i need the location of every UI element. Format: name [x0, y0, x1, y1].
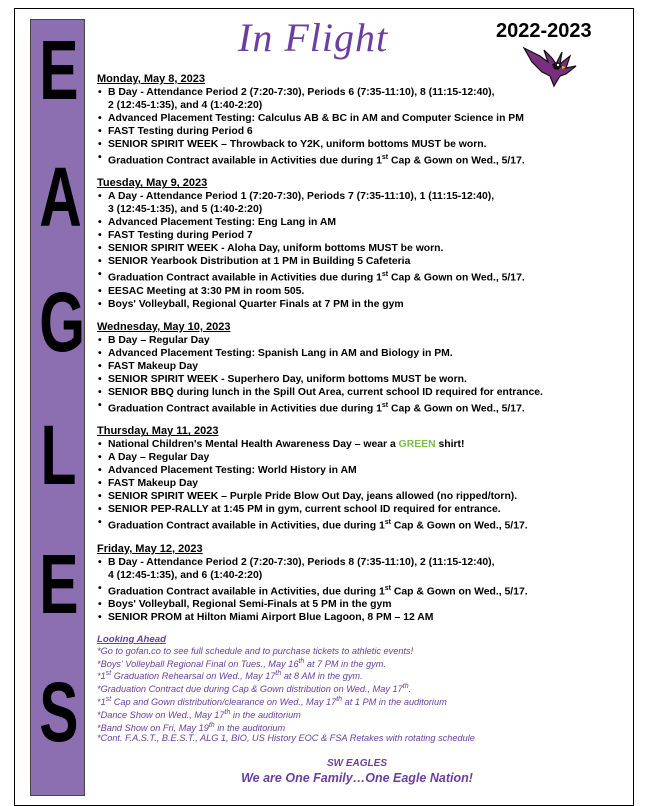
day-items [97, 190, 617, 310]
ahead-text: *Boys' Volleyball Regional Final on Tues., May 16 [97, 658, 299, 669]
schedule-item [97, 216, 617, 229]
item-text: SENIOR Yearbook Distribution at 1 PM in Building 5 Cafeteria [108, 256, 411, 268]
sidebar-letter: E [39, 537, 79, 631]
item-text: FAST Makeup Day [108, 360, 199, 372]
item-text: FAST Testing during Period 7 [108, 230, 253, 242]
schedule-item [97, 451, 617, 464]
item-text: Boys' Volleyball, Regional Quarter Finals at 7 PM in the gym [108, 298, 404, 310]
item-text: B Day - Attendance Period 2 (7:20-7:30), Periods 8 (7:35-11:10), 2 (11:15-12:40), [108, 556, 495, 568]
item-text: A Day – Regular Day [108, 452, 210, 464]
ordinal-suffix: th [224, 708, 231, 716]
ahead-text-after: in the auditorium [230, 709, 301, 720]
item-text: Graduation Contract available in Activities due during 1 [108, 272, 382, 284]
schedule-item [97, 151, 617, 167]
item-text-after: Cap & Gown on Wed., 5/17. [388, 403, 525, 415]
schedule-item [97, 477, 617, 490]
ahead-text: *Go to gofan.co to see full schedule and to purchase tickets to athletic events! [97, 646, 414, 656]
day-items [97, 86, 617, 167]
item-text: Boys' Volleyball, Regional Semi-Finals at 5 PM in the gym [108, 599, 392, 611]
item-text: Graduation Contract available in Activities due during 1 [108, 403, 382, 415]
looking-ahead-heading: Looking Ahead [97, 634, 166, 645]
schedule-item [97, 347, 617, 360]
item-text-after: Cap & Gown on Wed., 5/17. [391, 520, 528, 532]
day-section [97, 542, 617, 624]
ahead-text-after: in the auditorium [214, 722, 286, 733]
day-section [97, 424, 617, 532]
schedule-item [97, 255, 617, 268]
item-text-after: Cap & Gown on Wed., 5/17. [388, 155, 525, 167]
ahead-text: *Band Show on Fri, May 19 [97, 722, 209, 733]
day-heading: Tuesday, May 9, 2023 [97, 177, 208, 190]
item-text: Advanced Placement Testing: Calculus AB & BC in AM and Computer Science in PM [108, 113, 524, 124]
schedule-item [97, 125, 617, 138]
schedule-item [97, 334, 617, 347]
item-text-after: Cap & Gown on Wed., 5/17. [391, 586, 528, 598]
schedule-item [97, 582, 617, 598]
item-text: National Children's Mental Health Awareness Day – wear a [108, 439, 399, 451]
ordinal-suffix: th [336, 696, 343, 703]
item-text: Graduation Contract available in Activities, due during 1 [108, 520, 385, 532]
item-text-continued: 4 (12:45-1:35), and 6 (1:40-2:20) [108, 569, 263, 581]
schedule-item [97, 229, 617, 242]
item-text: FAST Makeup Day [108, 478, 199, 490]
day-heading: Thursday, May 11, 2023 [97, 425, 219, 438]
schedule-item [97, 386, 617, 399]
ahead-text-after: . [408, 684, 412, 695]
ordinal-suffix: st [381, 401, 389, 409]
ahead-text-after: at 1 PM in the auditorium [342, 697, 447, 708]
schedule-item [97, 285, 617, 298]
day-items [97, 334, 617, 415]
ordinal-suffix: st [381, 154, 389, 161]
schedule-item [97, 86, 617, 112]
ahead-text-after: Graduation Rehearsal on Wed., May 17 [111, 671, 276, 682]
schedule-item [97, 490, 617, 503]
ordinal-suffix: st [384, 584, 391, 592]
item-text: Graduation Contract available in Activities, due during 1 [108, 586, 385, 598]
item-text: Advanced Placement Testing: Spanish Lang in AM and Biology in PM. [108, 347, 453, 359]
schedule-item [97, 516, 617, 532]
ahead-text: *Graduation Contract due during Cap & Gown distribution on Wed., May 17 [97, 684, 403, 695]
ordinal-suffix: st [105, 696, 112, 703]
looking-ahead-line [97, 708, 617, 721]
eagles-sidebar [30, 19, 85, 796]
looking-ahead-line [97, 695, 617, 708]
ahead-text: *Cont. F.A.S.T., B.E.S.T., ALG 1, BIO, US History EOC & FSA Retakes with rotating schedule [97, 733, 475, 744]
schedule-item [97, 503, 617, 516]
ordinal-suffix: th [208, 721, 215, 729]
item-text-continued: 3 (12:45-1:35), and 5 (1:40-2:20) [108, 204, 263, 216]
sidebar-letter: L [40, 408, 77, 502]
schedule-item [97, 556, 617, 582]
sidebar-letter: A [39, 150, 82, 244]
schedule-item [97, 242, 617, 255]
schedule-item [97, 190, 617, 216]
day-heading: Wednesday, May 10, 2023 [97, 320, 231, 333]
item-text: Graduation Contract available in Activities due during 1 [108, 155, 382, 167]
item-text: SENIOR PEP-RALLY at 1:45 PM in gym, current school ID required for entrance. [108, 504, 501, 516]
ahead-text: *Dance Show on Wed., May 17 [97, 709, 225, 720]
school-year: 2022-2023 [496, 20, 592, 42]
looking-ahead-line [97, 682, 617, 695]
looking-ahead-line [97, 733, 617, 744]
ordinal-suffix: th [402, 683, 409, 691]
schedule-item [97, 399, 617, 415]
item-text: B Day – Regular Day [108, 334, 210, 346]
item-text: SENIOR PROM at Hilton Miami Airport Blue Lagoon, 8 PM – 12 AM [108, 612, 434, 624]
ordinal-suffix: st [381, 271, 389, 279]
schedule-item [97, 611, 617, 624]
ahead-text-after: Cap and Gown distribution/clearance on Wed., May 17 [111, 697, 337, 708]
schedule-item [97, 464, 617, 477]
schedule-item [97, 298, 617, 311]
schedule-item [97, 138, 617, 151]
ahead-text-after: at 7 PM in the gym. [304, 658, 386, 669]
sidebar-letter: S [39, 665, 79, 759]
day-section [97, 176, 617, 310]
footer-line-1: SW EAGLES [326, 758, 387, 769]
item-text-continued: 2 (12:45-1:35), and 4 (1:40-2:20) [108, 100, 263, 111]
day-items [97, 556, 617, 624]
green-highlight: GREEN [398, 439, 436, 451]
schedule-item [97, 438, 617, 451]
looking-ahead-line [97, 721, 617, 734]
item-text: Advanced Placement Testing: Eng Lang in AM [108, 217, 337, 229]
item-text: B Day - Attendance Period 2 (7:20-7:30), Periods 6 (7:35-11:10), 8 (11:15-12:40), [108, 87, 495, 98]
schedule-item [97, 112, 617, 125]
day-items [97, 438, 617, 532]
ahead-text: *1 [97, 697, 106, 708]
item-text: SENIOR SPIRIT WEEK – Purple Pride Blow Out Day, jeans allowed (no ripped/torn). [108, 491, 518, 503]
schedule-item [97, 598, 617, 611]
looking-ahead-line [97, 657, 617, 670]
sidebar-letter: E [39, 23, 79, 117]
day-heading: Friday, May 12, 2023 [97, 542, 203, 555]
item-text: A Day - Attendance Period 1 (7:20-7:30), Periods 7 (7:35-11:10), 1 (11:15-12:40), [108, 191, 495, 203]
looking-ahead-line [97, 669, 617, 682]
schedule-item [97, 360, 617, 373]
item-text-after: Cap & Gown on Wed., 5/17. [388, 272, 525, 284]
item-text: EESAC Meeting at 3:30 PM in room 505. [108, 285, 305, 297]
day-section [97, 72, 617, 167]
schedule-content [97, 72, 617, 633]
ordinal-suffix: st [105, 670, 112, 678]
ordinal-suffix: th [275, 670, 282, 678]
item-text: FAST Testing during Period 6 [108, 126, 253, 137]
day-section [97, 320, 617, 415]
item-text: SENIOR SPIRIT WEEK - Superhero Day, uniform bottoms MUST be worn. [108, 373, 467, 385]
day-heading: Monday, May 8, 2023 [97, 73, 206, 85]
sidebar-letter: G [39, 275, 85, 369]
looking-ahead-line [97, 646, 617, 657]
ordinal-suffix: st [384, 519, 391, 527]
item-text: SENIOR SPIRIT WEEK – Throwback to Y2K, uniform bottoms MUST be worn. [108, 139, 487, 150]
schedule-item [97, 268, 617, 284]
item-text: Advanced Placement Testing: World History in AM [108, 465, 357, 477]
item-text: SENIOR BBQ during lunch in the Spill Out Area, current school ID required for entrance. [108, 386, 543, 398]
item-text: SENIOR SPIRIT WEEK - Aloha Day, uniform bottoms MUST be worn. [108, 243, 444, 255]
footer-line-2: We are One Family…One Eagle Nation! [241, 771, 473, 785]
looking-ahead-section [97, 634, 617, 744]
ahead-text-after: at 8 AM in the gym. [281, 671, 363, 682]
ordinal-suffix: th [298, 657, 305, 665]
ahead-text: *1 [97, 671, 106, 682]
item-text-after: shirt! [435, 439, 465, 451]
footer [97, 758, 617, 786]
schedule-item [97, 373, 617, 386]
newsletter-title: In Flight [238, 15, 389, 60]
